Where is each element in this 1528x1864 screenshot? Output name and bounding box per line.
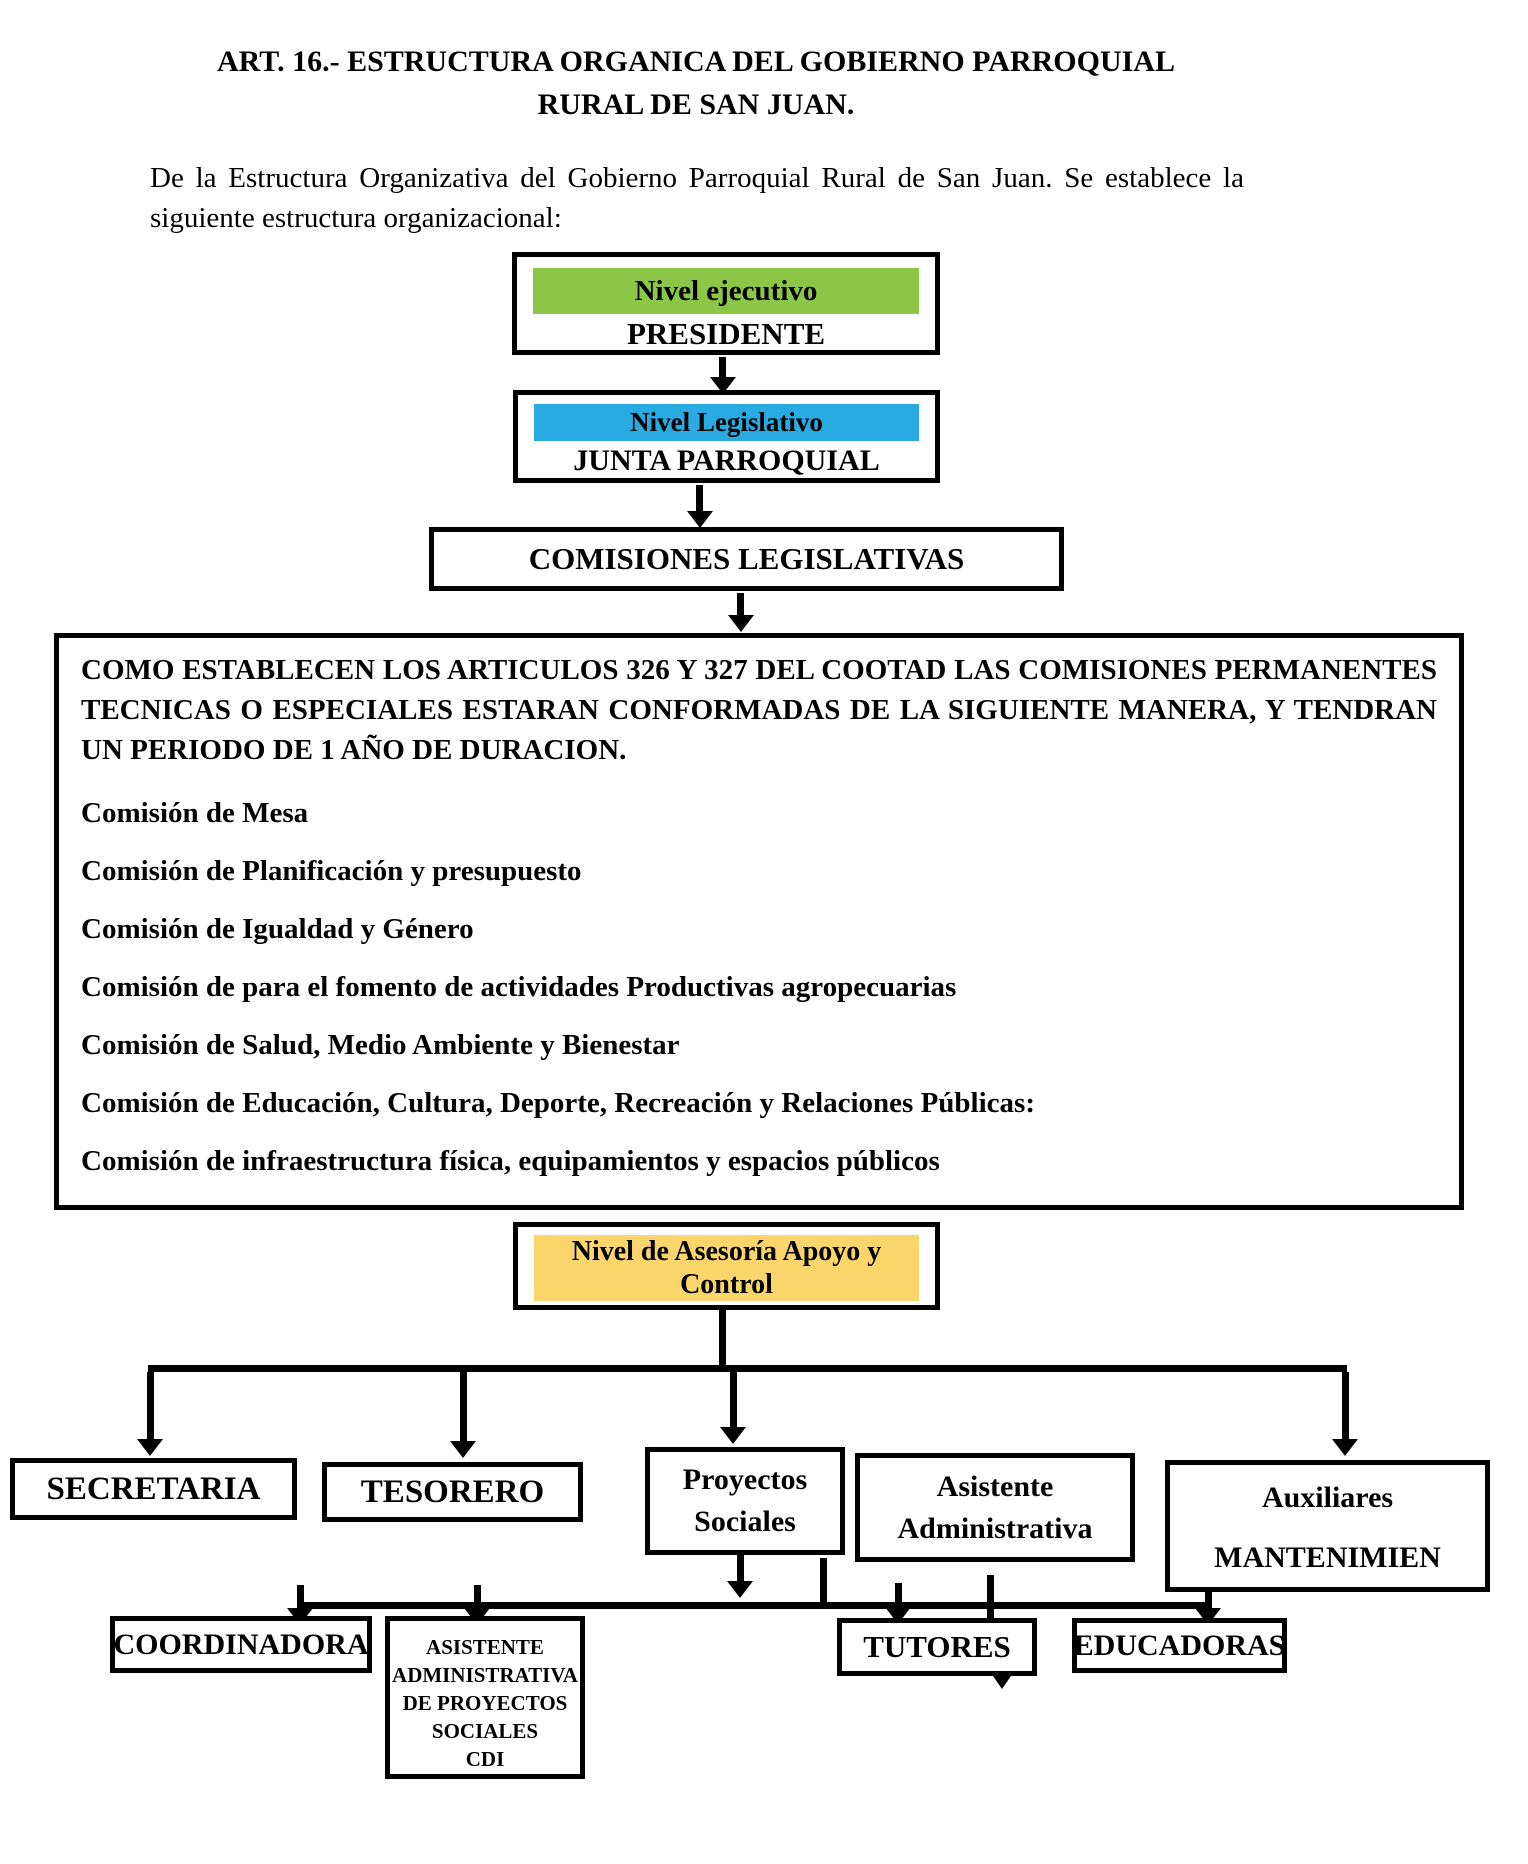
box-auxiliares-mantenimiento (1165, 1460, 1490, 1592)
page-title (150, 40, 1242, 126)
box-asistente-cdi (385, 1616, 585, 1779)
box-asistente-administrativa (855, 1453, 1135, 1562)
arrowhead-junta-comisiones (687, 511, 713, 528)
band-nivel-ejecutivo: Nivel ejecutivo (533, 268, 919, 314)
label-asistente-cdi-line: CDI (465, 1747, 505, 1771)
label-auxiliares-line2: MANTENIMIEN (1214, 1541, 1441, 1574)
label-asistente-line1: Asistente (936, 1469, 1054, 1503)
arrowhead-tesorero (450, 1441, 476, 1458)
connector-bar-secretaria (147, 1372, 154, 1441)
connector-bar-proyectos (730, 1372, 737, 1429)
connector-bar2-tutores (895, 1583, 902, 1609)
arrowhead-proyectos-bar2 (727, 1581, 753, 1598)
commission-item: Comisión de Planificación y presupuesto (81, 855, 582, 887)
connector-proyectos-bar2 (737, 1555, 744, 1583)
box-tutores: TUTORES (837, 1618, 1037, 1676)
band-nivel-asesoria-line1: Nivel de Asesoría Apoyo y (571, 1236, 882, 1267)
label-asistente-cdi-line: SOCIALES (431, 1719, 539, 1743)
commission-item: Comisión de para el fomento de actividades Productivas agropecuarias (81, 971, 957, 1003)
band-nivel-legislativo: Nivel Legislativo (534, 404, 919, 441)
connector-tier4-bar (297, 1602, 1212, 1609)
connector-bar2-coordinadora (297, 1585, 304, 1610)
commission-item: Comisión de Educación, Cultura, Deporte, Recreación y Relaciones Públicas: (81, 1087, 1035, 1119)
intro-paragraph: De la Estructura Organizativa del Gobierno Parroquial Rural de San Juan. Se establece la siguiente estructura organizacional: (150, 162, 1244, 234)
commission-item: Comisión de Igualdad y Género (81, 913, 474, 945)
label-asistente-cdi-line: ASISTENTE (426, 1635, 544, 1659)
connector-tier3-bar (148, 1365, 1347, 1372)
box-secretaria: SECRETARIA (10, 1458, 297, 1520)
label-asistente-cdi-line: ADMINISTRATIVA (392, 1663, 578, 1687)
arrowhead-comisiones-cootad (728, 615, 754, 632)
connector-bar-auxiliares (1342, 1372, 1349, 1441)
box-proyectos-sociales (645, 1447, 845, 1555)
box-coordinadora: COORDINADORA (110, 1616, 372, 1673)
label-presidente: PRESIDENTE (626, 316, 826, 351)
label-proyectos-line1: Proyectos (682, 1463, 808, 1496)
box-nivel-ejecutivo (512, 252, 940, 355)
box-cootad (54, 633, 1464, 1210)
connector-junta-comisiones (696, 485, 703, 513)
arrowhead-secretaria (137, 1439, 163, 1456)
connector-asesoria-bar (719, 1310, 726, 1367)
commission-item: Comisión de infraestructura física, equipamientos y espacios públicos (81, 1145, 940, 1177)
label-asistente-cdi-line: DE PROYECTOS (402, 1691, 568, 1715)
page-title-line1: ART. 16.- ESTRUCTURA ORGANICA DEL GOBIERNO PARROQUIAL (217, 45, 1175, 78)
connector-stub-left (820, 1558, 827, 1604)
page-title-line2: RURAL DE SAN JUAN. (537, 88, 855, 121)
connector-comisiones-cootad (737, 593, 744, 617)
commission-item: Comisión de Salud, Medio Ambiente y Bienestar (81, 1029, 680, 1061)
connector-bar-tesorero (460, 1372, 467, 1443)
label-junta-parroquial: JUNTA PARROQUIAL (573, 444, 880, 477)
label-proyectos-line2: Sociales (694, 1505, 796, 1538)
cootad-paragraph: COMO ESTABLECEN LOS ARTICULOS 326 Y 327 DEL COOTAD LAS COMISIONES PERMANENTES TECNICAS O ESPECIALES ESTARAN CONFORMADAS DE LA SIGUIENTE MANERA, Y TENDRAN UN PERIODO DE 1 AÑO DE DURACION. (81, 654, 1437, 766)
arrowhead-below-tutores (993, 1676, 1011, 1689)
box-educadoras: EDUCADORAS (1072, 1618, 1287, 1673)
arrowhead-auxiliares (1332, 1439, 1358, 1456)
box-nivel-legislativo (513, 390, 940, 483)
box-comisiones-legislativas: COMISIONES LEGISLATIVAS (429, 527, 1064, 591)
commission-item: Comisión de Mesa (81, 797, 309, 829)
box-tesorero: TESORERO (322, 1462, 583, 1522)
band-nivel-asesoria-line2: Control (680, 1269, 773, 1300)
label-asistente-line2: Administrativa (897, 1511, 1093, 1545)
band-nivel-asesoria (534, 1235, 919, 1301)
connector-bar2-asistente-cdi (474, 1585, 481, 1610)
box-nivel-asesoria (513, 1222, 940, 1310)
arrowhead-proyectos (720, 1427, 746, 1444)
label-auxiliares-line1: Auxiliares (1261, 1481, 1394, 1514)
connector-stub-right (987, 1575, 994, 1618)
